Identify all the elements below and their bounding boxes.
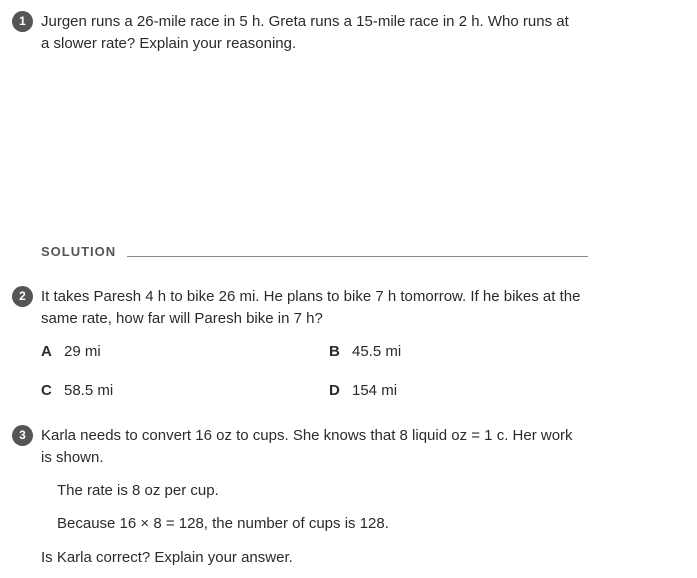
question-1-number-badge: 1 [12,11,33,32]
question-3-number-badge: 3 [12,425,33,446]
karla-work-line-2: Because 16 × 8 = 128, the number of cups is 128. [57,515,389,532]
question-3-prompt: Is Karla correct? Explain your answer. [41,549,293,566]
choice-d [329,380,397,402]
solution-row [41,242,588,262]
solution-label: SOLUTION [41,244,117,259]
choice-a [41,341,101,363]
question-2-number-badge: 2 [12,286,33,307]
choice-b-letter: B [329,343,340,360]
question-1-text: Jurgen runs a 26-mile race in 5 h. Greta runs a 15-mile race in 2 h. Who runs at a slower rate? Explain your reasoning. [41,13,569,52]
choice-a-letter: A [41,343,52,360]
choice-c-value: 58.5 mi [64,382,114,399]
choice-d-value: 154 mi [352,382,398,399]
question-2-text: It takes Paresh 4 h to bike 26 mi. He plans to bike 7 h tomorrow. If he bikes at the same rate, how far will Paresh bike in 7 h? [41,288,581,327]
karla-work-line-1: The rate is 8 oz per cup. [57,482,219,499]
choice-c-letter: C [41,382,52,399]
choice-b-value: 45.5 mi [352,343,402,360]
question-3-text: Karla needs to convert 16 oz to cups. She knows that 8 liquid oz = 1 c. Her work is shown. [41,427,573,466]
choice-d-letter: D [329,382,340,399]
choice-c [41,380,113,402]
choice-b [329,341,401,363]
choice-a-value: 29 mi [64,343,101,360]
solution-answer-line [127,256,588,257]
